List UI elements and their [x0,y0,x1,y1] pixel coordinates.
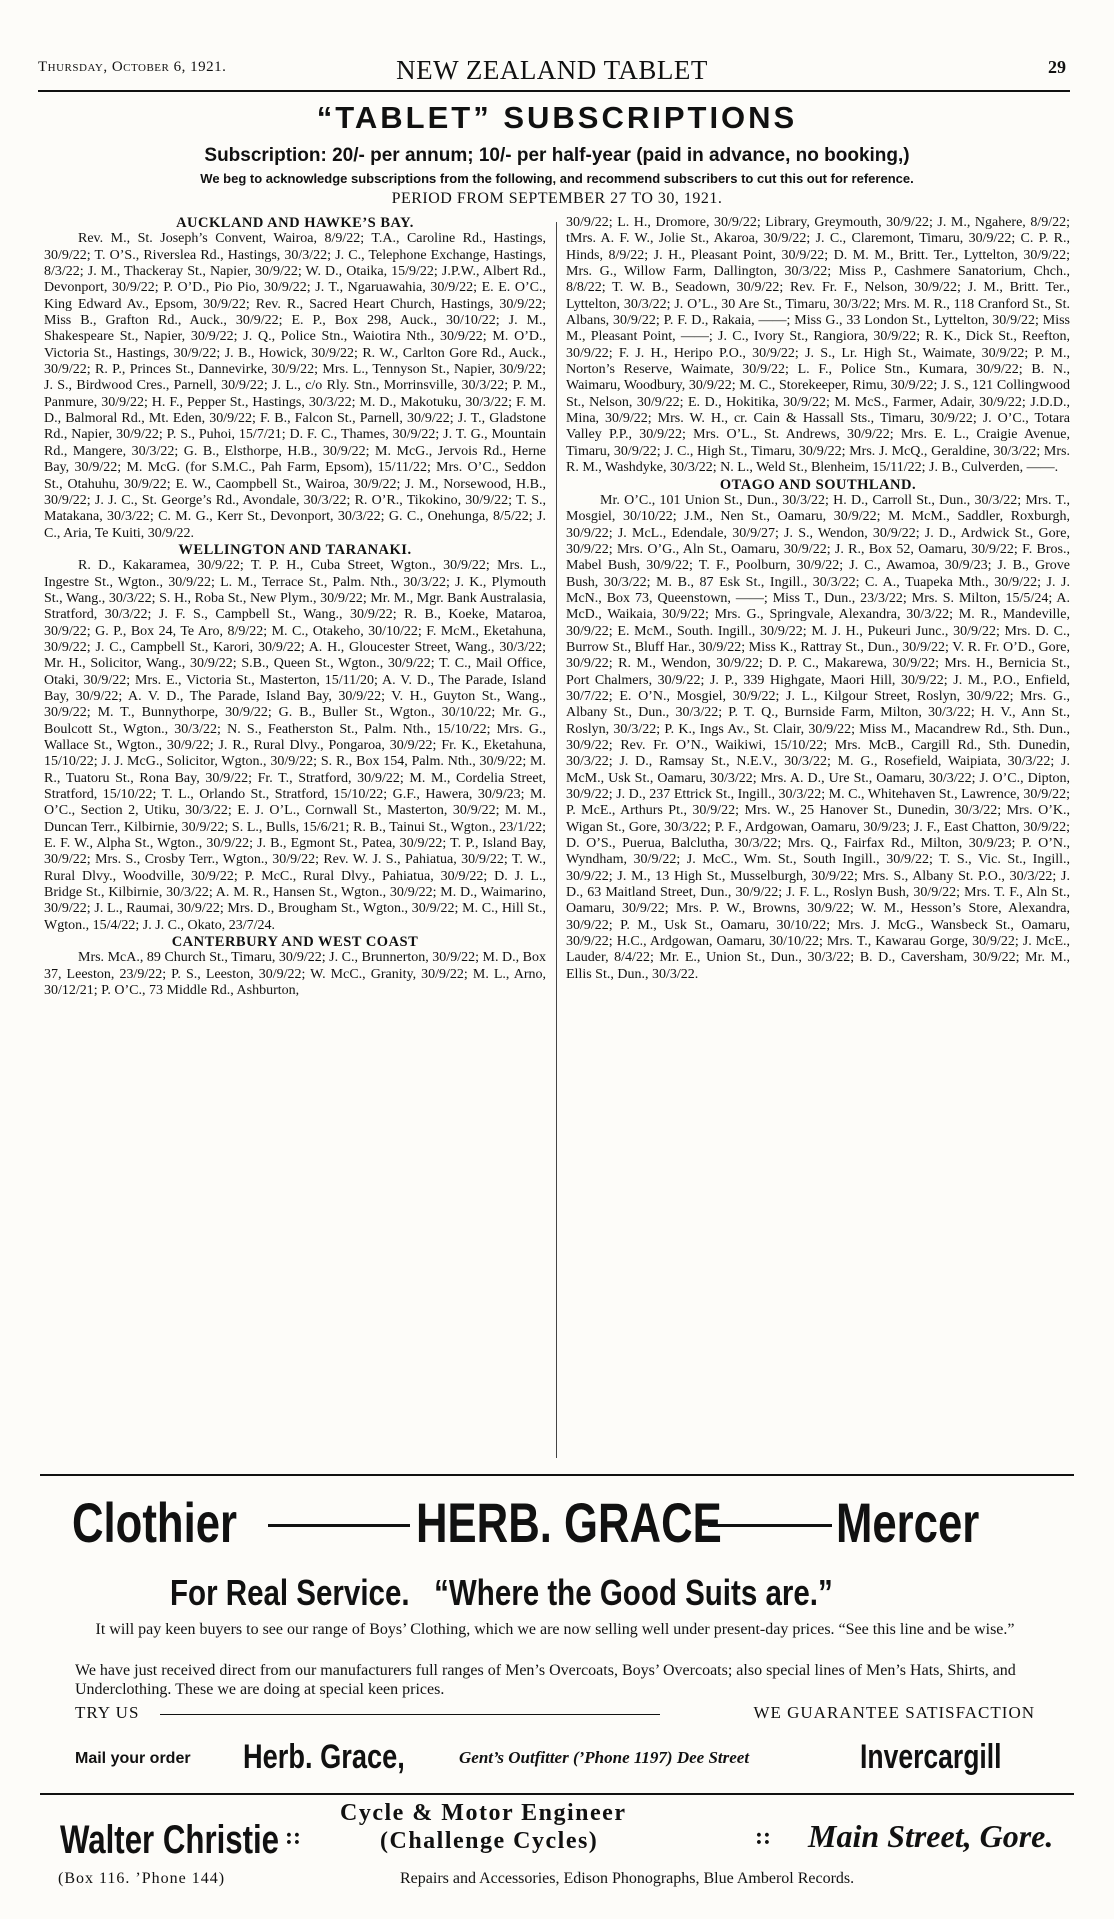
advert-top-rule [40,1474,1074,1476]
heading-canterbury: CANTERBURY AND WEST COAST [171,934,419,951]
section-title: “TABLET” SUBSCRIPTIONS [316,100,798,135]
page-header [38,55,1066,87]
issue-date: Thursday, October 6, 1921. [38,59,227,75]
christie-advert [40,1800,1074,1910]
right-column [566,215,1070,983]
trade-line-1: Cycle & Motor Engineer [340,1800,627,1826]
column-divider [556,222,557,1458]
guarantee: WE GUARANTEE SATISFACTION [753,1703,1035,1722]
herb-grace-sign: Herb. Grace, [243,1738,405,1776]
mercer-label: Mercer [836,1491,980,1554]
banner-line-left [268,1524,410,1527]
outfitter-line: Gent’s Outfitter (’Phone 1197) Dee Street [459,1748,750,1767]
grace-para-1: It will pay keen buyers to see our range of Boys’ Clothing, which we are now selling well under present-day prices. “See this line and be wise.” [95,1621,1015,1638]
subscription-rates: Subscription: 20/- per annum; 10/- per half-year (paid in advance, no booking,) [204,145,910,166]
walter-christie: Walter Christie [60,1818,280,1862]
banner-line-right [708,1524,832,1527]
try-us: TRY US [75,1703,140,1722]
period-line: PERIOD FROM SEPTEMBER 27 TO 30, 1921. [391,190,723,207]
try-us-row [75,1703,1035,1725]
acknowledgement: We beg to acknowledge subscriptions from the following, and recommend subscribers to cut this out for reference. [200,171,914,186]
grace-banner [72,1490,1062,1560]
separator-left: :: [285,1824,301,1850]
heading-otago: OTAGO AND SOUTHLAND. [719,476,917,493]
page-number: 29 [1048,57,1066,77]
repairs-line: Repairs and Accessories, Edison Phonographs, Blue Amberol Records. [400,1870,855,1887]
grace-para-2: We have just received direct from our manufacturers full ranges of Men’s Overcoats, Boys’ Overcoats; also special lines of Men’s Hats, Shirts, and Underclothing. These we are doing at special keen prices. [75,1662,1016,1698]
main-street-gore: Main Street, Gore. [808,1818,1054,1854]
list-canterbury-continued: 30/9/22; L. H., Dromore, 30/9/22; Library, Greymouth, 30/9/22; J. M., Ngahere, 8/9/22; tMrs. A. F. W., Jolie St., Akaroa, 30/9/22; J. C., Claremont, Timaru, 30/9/22; C. P. R., Hinds, 8/9/22; J. H., Pleasant Point, 30/9/22; D. M. M., Britt. Ter., Lyttelton, 30/9/22; Mrs. G., Willow Farm, Dallington, 30/3/22; Miss P., Cashmere Sanatorium, Chch., 8/8/22; T. W. B., Seadown, 30/9/22; Rev. Fr. F., Nelson, 30/9/22; J. M., Britt. Ter., Lyttelton, 30/3/22; J. O’L., 30 Are St., Timaru, 30/3/22; Mrs. M. R., 118 Cranford St., St. Albans, 30/9/22; P. F. D., Rakaia, ——; Miss G., 33 London St., Lyttelton, 30/9/22; Miss M., Pleasant Point, ——; J. C., Ivory St., Rangiora, 30/9/22; R. K., Dick St., Reefton, 30/9/22; F. J. H., Heripo P.O., 30/9/22; J. S., Lr. High St., Waimate, 30/9/22; P. M., Norton’s Reserve, Waimate, 30/9/22; L. F., Police Stn., Kumara, 30/9/22; B. N., Waimaru, Woodbury, 30/9/22; M. C., Storekeeper, Rimu, 30/9/22; J. S., 121 Collingwood St., Nelson, 30/9/22; E. D., Hokitika, 30/9/22; M. McS., Farmer, Adair, 30/9/22; J.D.D., Mina, 30/9/22; Mrs. W. H., cr. Cain & Hassall Sts., Timaru, 30/9/22; J. O’C., Totara Valley P.P., 30/9/22; Mrs. O’L., St. Andrews, 30/9/22; Mrs. E. L., Craigie Avenue, Timaru, 30/9/22; J. C., High St., Timaru, 30/9/22; Mrs. J. McQ., Geraldine, 30/3/22; Mrs. R. M., Washdyke, 30/3/22; N. L., Weld St., Blenheim, 15/11/22; J. B., Culverden, ——. [566,215,1070,476]
tagline: For Real Service. “Where the Good Suits are.” [170,1572,833,1613]
header-rule [38,90,1070,92]
list-canterbury: Mrs. McA., 89 Church St., Timaru, 30/9/22; J. C., Brunnerton, 30/9/22; M. D., Box 37, Leeston, 23/9/22; P. S., Leeston, 30/9/22; W. McC., Granity, 30/9/22; M. L., Arno, 30/12/21; P. O’C., 73 Middle Rd., Ashburton, [44,950,546,999]
mail-order-row [75,1736,1035,1782]
list-otago: Mr. O’C., 101 Union St., Dun., 30/3/22; H. D., Carroll St., Dun., 30/3/22; Mrs. T., Mosgiel, 30/10/22; J.M., Nen St., Oamaru, 30/9/22; M. McM., Saddler, Roxburgh, 30/9/22; J. McL., Edendale, 30/9/27; J. S., Wendon, 30/9/22; J. D., Ardwick St., Gore, 30/9/22; Mrs. O’G., Aln St., Oamaru, 30/9/22; J. R., Box 52, Oamaru, 30/9/22; F. Bros., Mabel Bush, 30/9/22; T. F., Poolburn, 30/9/22; J. C., Awamoa, 30/9/23; J. B., Grove Bush, 30/3/22; M. B., 87 Esk St., Ingill., 30/3/22; C. A., Tuapeka Mth., 30/9/22; J. J. McN., Box 73, Queenstown, ——; Miss T., Dun., 23/3/22; Mrs. S. Milton, 15/5/24; A. McD., Waikaia, 30/9/22; Mrs. G., Springvale, Alexandra, 30/3/22; M. R., Mandeville, 30/9/22; E. McM., South. Ingill., 30/9/22; M. J. H., Pukeuri Junc., 30/9/22; Mrs. D. C., Burrow St., Bluff Har., 30/9/22; Miss K., Rattray St., Dun., 30/9/22; V. R. Fr. O’D., Gore, 30/9/22; R. M., Wendon, 30/9/22; D. P. C., Makarewa, 30/9/22; Mrs. H., Bernicia St., Port Chalmers, 30/9/22; J. P., 339 Highgate, Maori Hill, 30/9/22; J. M., P.O., Enfield, 30/7/22; E. O’N., Mosgiel, 30/9/22; J. L., Kilgour Street, Roslyn, 30/9/22; Mrs. G., Albany St., Dun., 30/3/22; P. T. Q., Burnside Farm, Milton, 30/3/22; H. V., Ann St., Roslyn, 30/3/22; P. K., Ings Av., St. Clair, 30/9/22; Miss M., Macandrew Rd., Sth. Dun., 30/9/22; Rev. Fr. O’N., Waikiwi, 15/10/22; Mrs. McB., Cargill Rd., Sth. Dunedin, 30/3/22; J. D., Ramsay St., N.E.V., 30/3/22; M. G., Rosefield, Waipiata, 30/3/22; J. McM., Usk St., Oamaru, 30/3/22; Mrs. A. D., Ure St., Oamaru, 30/3/22; J. O’C., Dipton, 30/9/22; J. D., 237 Ettrick St., Ingill., 30/3/22; M. C., Whitehaven St., Lawrence, 30/9/22; P. McE., Arthurs Pt., 30/9/22; Mrs. W., 25 Hanover St., Dunedin, 30/3/22; Mrs. O’K., Wigan St., Gore, 30/3/22; P. F., Ardgowan, Oamaru, 30/9/23; J. F., East Chatton, 30/9/22; D. O’S., Puerua, Balclutha, 30/3/22; Mrs. Q., Fairfax Rd., Milton, 30/9/23; P. O’N., Wyndham, 30/9/22; J. McC., Wm. St., South Ingill., 30/9/22; T. S., Vic. St., Ingill., 30/9/22; J. M., 13 High St., Musselburgh, 30/9/22; Mrs. S., Albany St. P.O., 30/3/22; J. D., 63 Maitland Street, Dun., 30/9/22; J. F. L., Roslyn Bush, 30/9/22; Mrs. T. F., Aln St., Oamaru, 30/9/22; Mrs. P. W., Browns, 30/9/22; W. M., Hesson’s Store, Alexandra, 30/9/22; P. M., Usk St., Oamaru, 30/10/22; Mrs. J. McG., Wansbeck St., Oamaru, 30/9/22; H.C., Ardgowan, Oamaru, 30/10/22; Mrs. T., Kawarau Gorge, 30/9/22; J. McE., Lauder, 8/4/22; Mr. E., Union St., Dun., 30/3/22; B. D., Caversham, 30/9/22; Mr. M., Ellis St., Dun., 30/3/22. [566,492,1070,982]
advert-divider-rule [40,1793,1074,1795]
clothier-label: Clothier [72,1491,238,1554]
heading-wellington: WELLINGTON AND TARANAKI. [178,541,412,558]
separator-right: :: [755,1824,771,1850]
left-column [44,215,546,1000]
masthead: NEW ZEALAND TABLET [396,55,708,85]
list-auckland: Rev. M., St. Joseph’s Convent, Wairoa, 8/9/22; T.A., Caroline Rd., Hastings, 30/9/22; T. O’S., Riverslea Rd., Hastings, 30/3/22; J. C., Telephone Exchange, Hastings, 8/3/22; J. M., Thackeray St., Napier, 30/9/22; W. D., Otaika, 15/9/22; J.P.W., Albert Rd., Devonport, 30/9/22; P. O’D., Pio Pio, 30/9/22; J. T., Ngaruawahia, 30/9/22; E. E. O’C., King Edward Av., Epsom, 30/9/22; Rev. R., Sacred Heart Church, Hastings, 30/9/22; Miss B., Grafton Rd., Auck., 30/9/22; E. P., Box 298, Auck., 30/10/22; J. M., Shakespeare St., Napier, 30/9/22; J. Q., Police Stn., Waiotira Nth., 30/9/22; M. O’D., Victoria St., Hastings, 30/9/22; J. B., Howick, 30/9/22; R. W., Carlton Gore Rd., Auck., 30/9/22; R. P., Princes St., Dannevirke, 30/9/22; Mrs. L., Tennyson St., Napier, 30/9/22; J. S., Birdwood Cres., Parnell, 30/9/22; J. L., c/o Rly. Stn., Morrinsville, 30/3/22; P. M., Panmure, 30/9/22; H. F., Pepper St., Hastings, 30/3/22; M. D., Makotuku, 30/3/22; F. M. D., Balmoral Rd., Mt. Eden, 30/9/22; F. B., Falcon St., Parnell, 30/9/22; J. T., Gladstone Rd., Napier, 30/9/22; P. S., Puhoi, 15/7/21; D. F. C., Thames, 30/9/22; J. T. G., Mountain Rd., Mangere, 30/3/22; G. B., Elsthorpe, H.B., 30/9/22; M. McG., Jervois Rd., Herne Bay, 30/9/22; M. McG. (for S.M.C., Pah Farm, Epsom), 15/11/22; Mrs. O’C., Seddon St., Otahuhu, 30/9/22; E. W., Caompbell St., Wairoa, 30/9/22; J. M., Norsewood, H.B., 30/9/22; J. J. C., St. George’s Rd., Avondale, 30/3/22; R. O’R., Tikokino, 30/9/22; T. S., Matakana, 30/3/22; C. M. G., Kerr St., Devonport, 30/3/22; G. C., Onehunga, 8/5/22; J. C., Aria, Te Kuiti, 30/9/22. [44,231,546,541]
tagline-row [170,1572,978,1614]
box-phone: (Box 116. ’Phone 144) [58,1870,226,1887]
invercargill: Invercargill [860,1738,1002,1776]
heading-auckland: AUCKLAND AND HAWKE’S BAY. [176,215,414,231]
mail-order-label: Mail your order [75,1750,191,1767]
herb-grace-title: HERB. GRACE [416,1491,722,1554]
list-wellington: R. D., Kakaramea, 30/9/22; T. P. H., Cuba Street, Wgton., 30/9/22; Mrs. L., Ingestre St., Wgton., 30/9/22; L. M., Terrace St., Palm. Nth., 30/3/22; J. K., Plymouth St., Wang., 30/3/22; S. H., Roba St., New Plym., 30/9/22; Mr. M., Mgr. Bank Australasia, Stratford, 30/3/22; J. F. S., Campbell St., Wang., 30/9/22; R. B., Koeke, Mataroa, 30/9/22; G. P., Box 24, Te Aro, 8/9/22; M. C., Otakeho, 30/10/22; F. McM., Eketahuna, 30/9/22; J. C., Campbell St., Karori, 30/9/22; A. H., Gloucester Street, Wang., 30/3/22; Mr. H., Solicitor, Wang., 30/9/22; S.B., Queen St., Wgton., 30/9/22; T. C., Mail Office, Otaki, 30/9/22; Mrs. E., Victoria St., Masterton, 15/11/20; A. V. D., The Parade, Island Bay, 30/9/22; A. V. D., The Parade, Island Bay, 30/9/22; V. H., Guyton St., Wang., 30/9/22; M. T., Bunnythorpe, 30/9/22; G. B., Buller St., Wgton., 30/10/22; Mr. G., Boulcott St., Wgton., 30/3/22; N. S., Featherston St., Palm. Nth., 15/10/22; Mrs. G., Wallace St., Wgton., 30/9/22; J. R., Rural Dlvy., Pongaroa, 30/9/22; Fr. K., Eketahuna, 15/10/22; J. J. McG., Solicitor, Wgton., 30/9/22; S. R., Box 154, Palm. Nth., 30/9/22; M. R., Tuatoru St., Rona Bay, 30/9/22; Fr. T., Stratford, 30/9/22; M. M., Cordelia Street, Stratford, 15/10/22; T. L., Orlando St., Stratford, 15/10/22; G.F., Hawera, 30/9/23; M. O’C., Section 2, Utiku, 30/3/22; E. J. O’L., Cornwall St., Masterton, 30/9/22; M. M., Duncan Terr., Kilbirnie, 30/9/22; S. L., Bulls, 15/6/21; R. B., Tainui St., Wgton., 23/1/22; E. F. W., Alpha St., Wgton., 30/9/22; J. B., Egmont St., Patea, 30/9/22; T. P., Island Bay, 30/9/22; Mrs. S., Crosby Terr., Wgton., 30/9/22; Rev. W. J. S., Pahiatua, 30/9/22; T. W., Rural Dlvy., Woodville, 30/9/22; P. McC., Rural Dlvy., Pahiatua, 30/9/22; D. J. L., Bridge St., Kilbirnie, 30/3/22; A. M. R., Hansen St., Wgton., 30/9/22; M. D., Waimarino, 30/9/22; J. L., Raumai, 30/9/22; Mrs. D., Brougham St., Wgton., 30/9/22; M. C., Hill St., Wgton., 15/4/22; J. J. C., Okato, 23/7/24. [44,558,546,933]
try-us-line [160,1714,660,1715]
trade-line-2: (Challenge Cycles) [380,1828,599,1854]
